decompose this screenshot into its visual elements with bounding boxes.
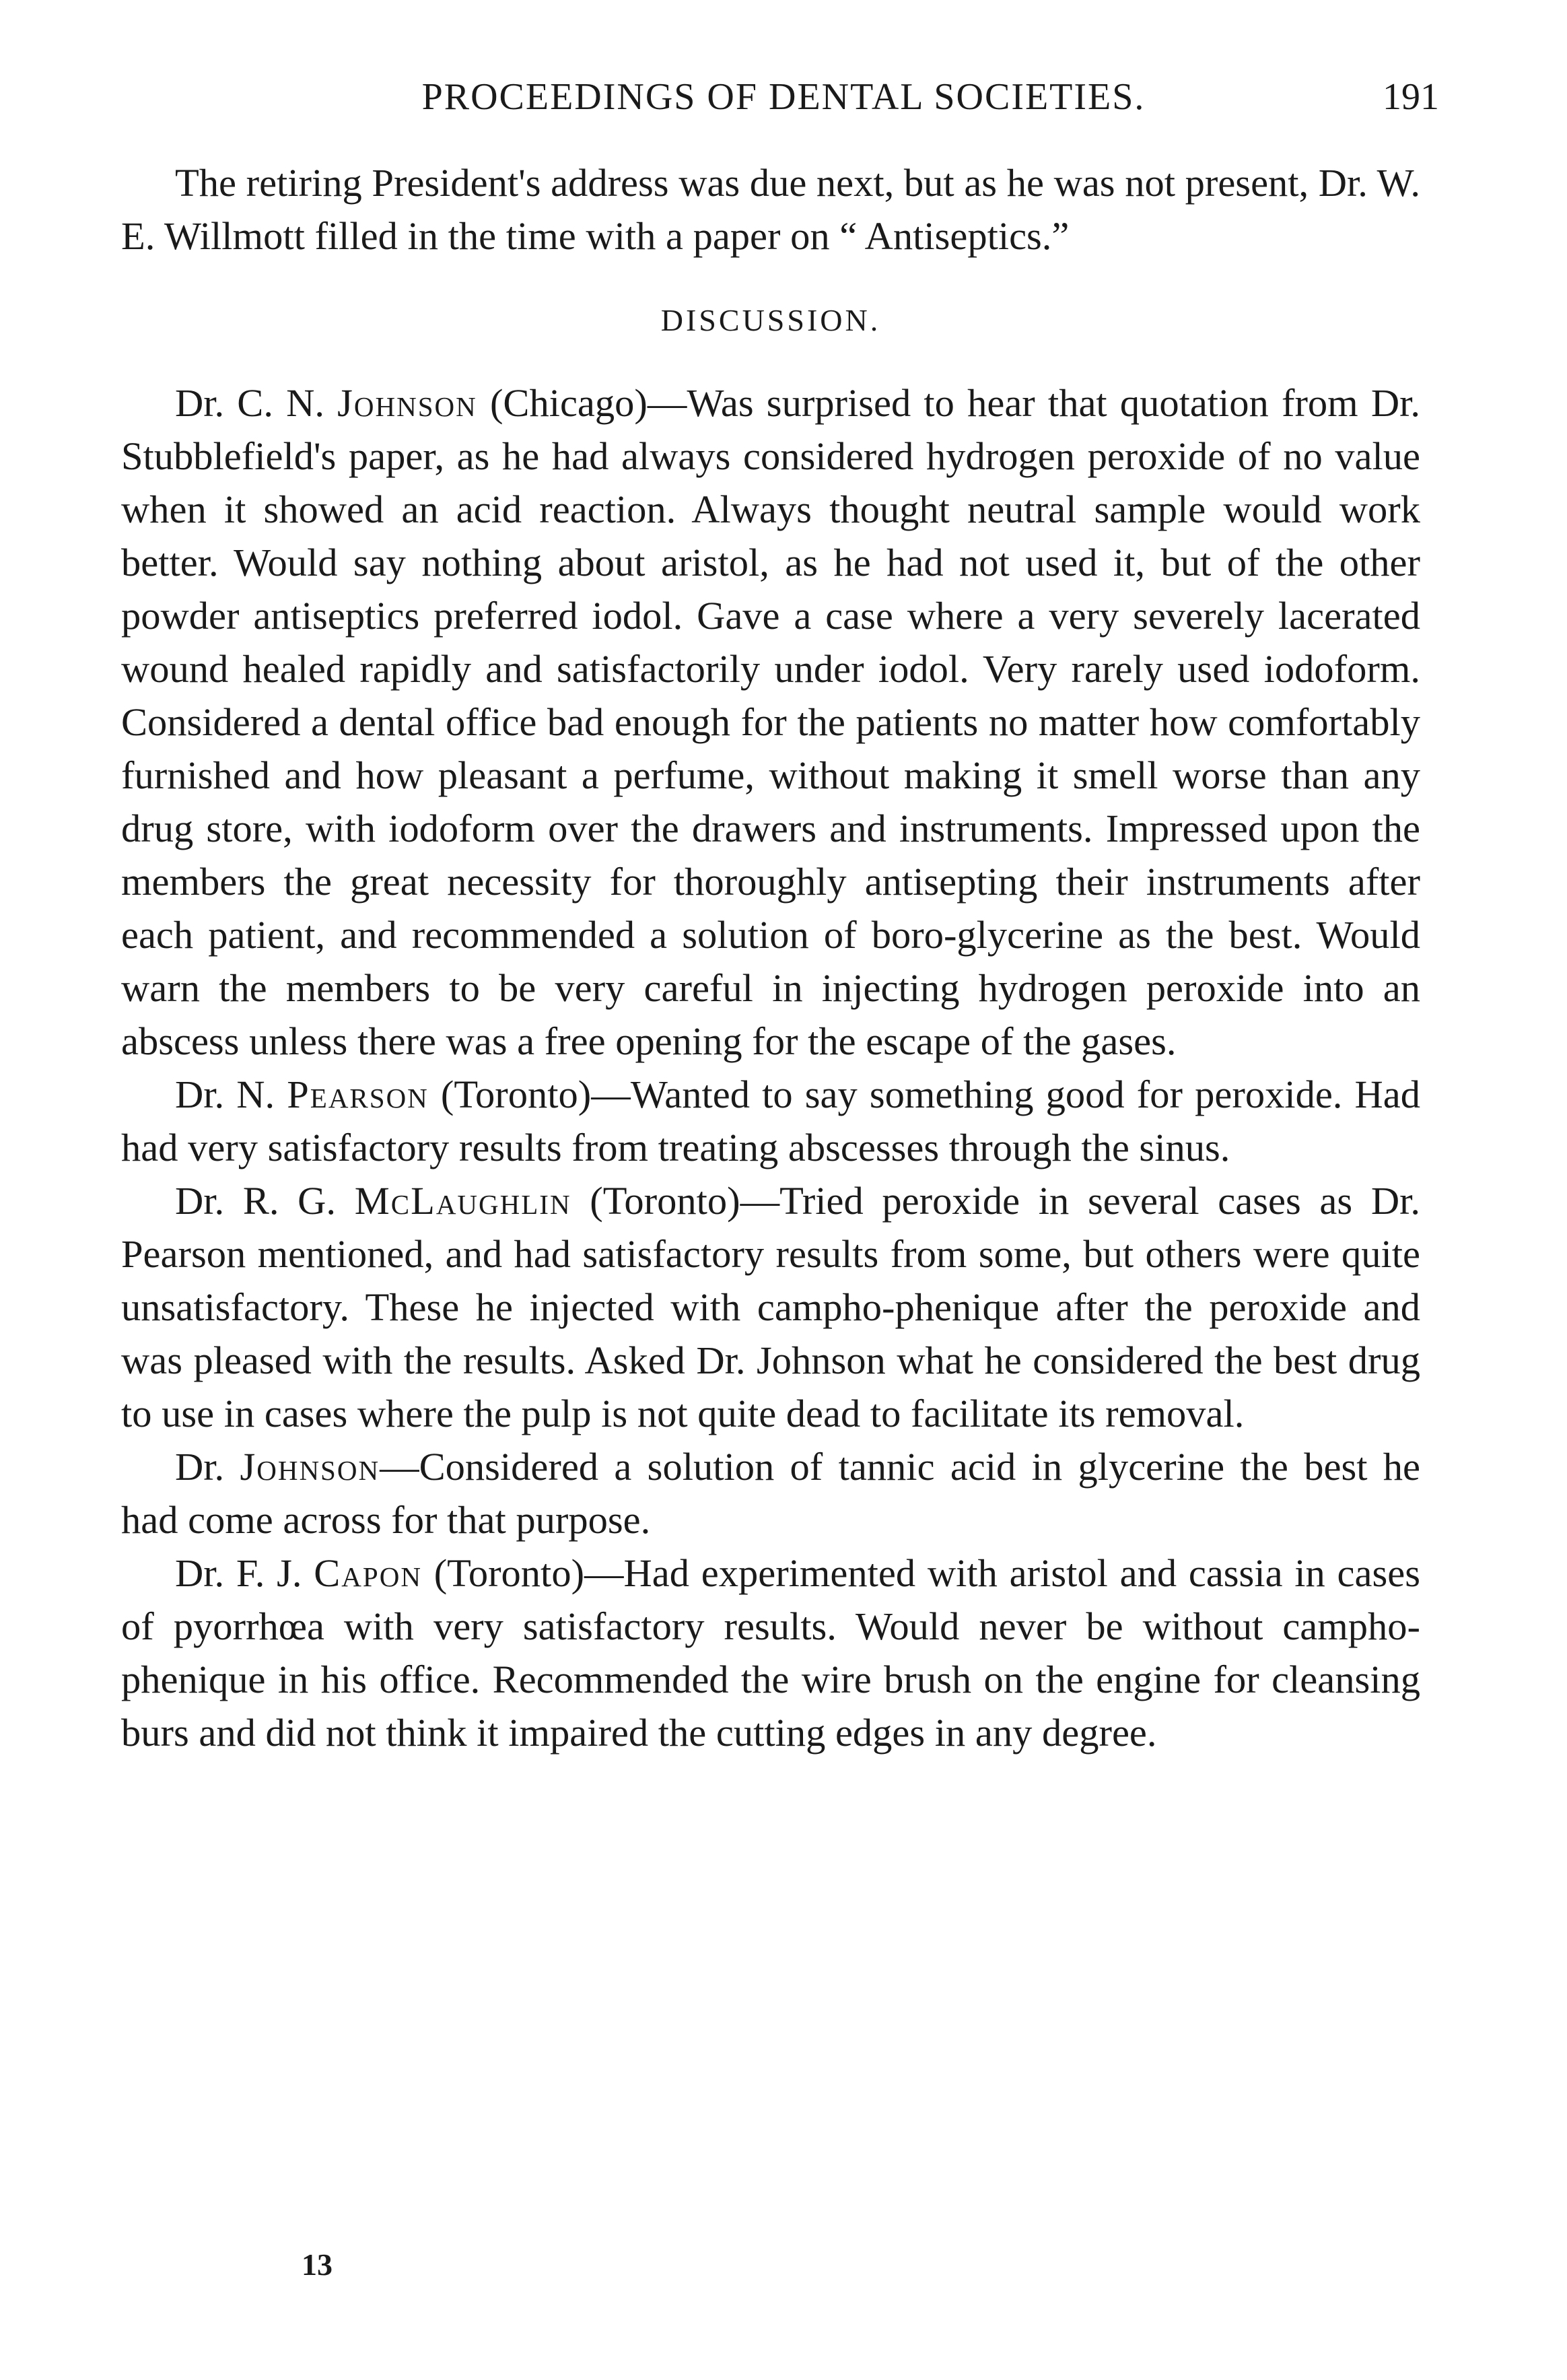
speaker-prefix: Dr. F. J. — [175, 1551, 314, 1595]
page-number: 191 — [1383, 76, 1439, 118]
discussion-paragraph-capon — [121, 1546, 1420, 1759]
discussion-paragraph-mclaughlin — [121, 1174, 1420, 1440]
signature-mark: 13 — [302, 2247, 333, 2282]
paragraph-text: —Considered a solution of tannic acid in glycerine the best he had come across for that purpose. — [121, 1445, 1421, 1542]
speaker-prefix: Dr. N. — [175, 1073, 287, 1116]
speaker-prefix: Dr. R. G. — [175, 1179, 355, 1223]
intro-paragraph: The retiring President's address was due next, but as he was not present, Dr. W. E. Willmott filled in the time with a paper on “ Antiseptics.” — [121, 161, 1420, 258]
section-heading: DISCUSSION. — [660, 303, 881, 337]
paragraph-text: (Toronto)—Had experimented with aristol and cassia in cases of pyorrhœa with very satisfactory results. Would never be without campho-phenique in his office. Recommended the wire brush on the engine for cleansing burs and did not think it impaired the cutting edges in any degree. — [121, 1551, 1420, 1755]
speaker-name: Johnson — [337, 381, 477, 425]
speaker-name: Capon — [314, 1551, 422, 1595]
discussion-paragraph-johnson-reply — [121, 1440, 1420, 1546]
paragraph-text: (Toronto)—Tried peroxide in several cases as Dr. Pearson mentioned, and had satisfactory results from some, but others were quite unsatisfactory. These he injected with campho-phenique after the peroxide and was pleased with the results. Asked Dr. Johnson what he considered the best drug to use in cases where the pulp is not quite dead to facilitate its removal. — [121, 1179, 1420, 1435]
discussion-paragraph-pearson — [121, 1068, 1420, 1174]
discussion-paragraph-johnson — [121, 376, 1420, 1068]
running-head: PROCEEDINGS OF DENTAL SOCIETIES. — [421, 76, 1146, 118]
speaker-name: Johnson — [240, 1445, 380, 1489]
speaker-name: McLaughlin — [354, 1179, 571, 1223]
page-body — [121, 156, 1420, 1759]
paragraph-text: (Toronto)—Wanted to say something good for peroxide. Had had very satisfactory results from treating abscesses through the sinus. — [121, 1073, 1420, 1169]
speaker-prefix: Dr. C. N. — [175, 381, 338, 425]
page-header — [121, 75, 1446, 136]
paragraph-text: (Chicago)—Was surprised to hear that quotation from Dr. Stubblefield's paper, as he had always considered hydrogen peroxide of no value when it showed an acid reaction. Always thought neutral sample would work better. Would say nothing about aristol, as he had not used it, but of the other powder antiseptics preferred iodol. Gave a case where a very severely lacerated wound healed rapidly and satisfactorily under iodol. Very rarely used iodoform. Considered a dental office bad enough for the patients no matter how comfortably furnished and how pleasant a perfume, without making it smell worse than any drug store, with iodoform over the drawers and instruments. Impressed upon the members the great necessity for thoroughly antisepting their instruments after each patient, and recommended a solution of boro-glycerine as the best. Would warn the members to be very careful in injecting hydrogen peroxide into an abscess unless there was a free opening for the escape of the gases. — [121, 381, 1420, 1063]
speaker-prefix: Dr. — [175, 1445, 240, 1489]
speaker-name: Pearson — [287, 1073, 429, 1116]
